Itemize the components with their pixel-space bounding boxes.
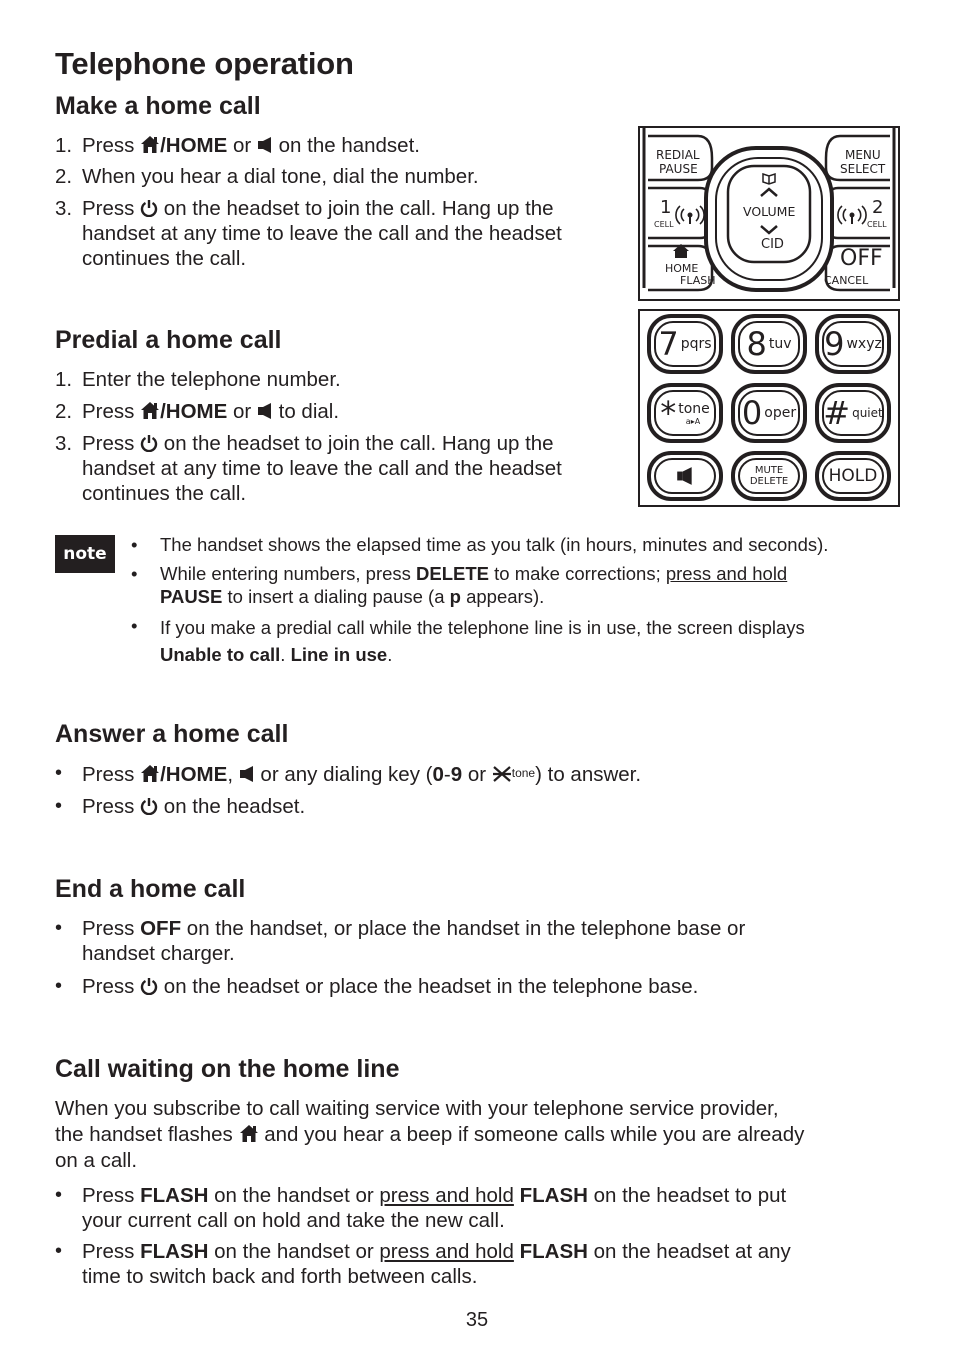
bullet: • (131, 534, 138, 555)
step-number: 1. (55, 368, 73, 391)
flash-label: FLASH (680, 274, 716, 287)
signal-icon (676, 206, 704, 224)
page-number: 35 (465, 1309, 489, 1331)
home-icon (140, 135, 160, 154)
end-item-1: Press OFF on the handset, or place the handset in the telephone base or handset charger. (82, 917, 746, 965)
waiting-item-2: Press FLASH on the handset or press and hold FLASH on the headset at any time to switch back and forth between calls. (82, 1240, 791, 1288)
predial-step-3: Press on the headset to join the call. Hang up the handset at any time to leave the call and the headset continues the call. (82, 432, 562, 505)
waiting-item-1: Press FLASH on the handset or press and hold FLASH on the headset to put your current call on hold and take the new call. (82, 1184, 787, 1232)
step-number: 1. (55, 134, 73, 157)
cell-label: CELL (654, 220, 674, 229)
bullet: • (55, 1240, 63, 1262)
power-icon (140, 434, 158, 452)
bullet: • (131, 615, 138, 636)
answer-item-1: Press /HOME, or any dialing key (0-9 or tone) to answer. (82, 763, 642, 786)
key-8: 8 tuv (731, 314, 807, 374)
cell-label: CELL (867, 220, 887, 229)
bullet: • (131, 563, 138, 584)
power-icon (140, 199, 158, 217)
key-pound-quiet: # quiet (815, 383, 891, 443)
make-step-3: Press on the headset to join the call. Hang up the handset at any time to leave the call and the headset continues the call. (82, 197, 562, 270)
heading-call-waiting: Call waiting on the home line (55, 1055, 400, 1083)
key-9: 9 wxyz (815, 314, 891, 374)
heading-predial-home-call: Predial a home call (55, 326, 282, 354)
power-icon (140, 797, 158, 815)
home-label: HOME (665, 262, 699, 275)
heading-answer-home-call: Answer a home call (55, 720, 289, 748)
home-icon (239, 1124, 259, 1143)
call-waiting-paragraph: When you subscribe to call waiting service with your telephone service provider, the handset flashes and you hear a beep if someone calls while you are already on a call. (55, 1097, 805, 1172)
signal-icon (838, 206, 866, 224)
speaker-icon (239, 765, 255, 783)
key-mute-delete: MUTE DELETE (731, 451, 807, 501)
note-item-2: While entering numbers, press DELETE to make corrections; press and hold PAUSE to insert a dialing pause (a p appears). (160, 563, 788, 607)
select-label: SELECT (840, 162, 886, 176)
home-icon (140, 764, 160, 783)
key-star-tone: * tone a▸A (647, 383, 723, 443)
note-badge: note (55, 535, 115, 573)
step-number: 3. (55, 197, 73, 220)
bullet: • (55, 1184, 63, 1206)
speaker-icon (257, 402, 273, 420)
key-0-oper: 0 oper (731, 383, 807, 443)
make-step-2: When you hear a dial tone, dial the number. (82, 165, 479, 188)
heading-make-home-call: Make a home call (55, 92, 261, 120)
key-2-label: 2 (872, 197, 884, 218)
redial-label: REDIAL (656, 148, 700, 162)
make-step-1: Press /HOME or on the handset. (82, 134, 420, 157)
step-number: 2. (55, 400, 73, 423)
bullet: • (55, 917, 63, 939)
menu-label: MENU (845, 148, 881, 162)
home-icon (140, 401, 160, 420)
predial-step-2: Press /HOME or to dial. (82, 400, 340, 423)
note-item-3: If you make a predial call while the telephone line is in use, the screen displays Unable to call. Line in use. (160, 617, 805, 665)
tone-star-icon (492, 765, 512, 783)
bullet: • (55, 795, 63, 817)
bullet: • (55, 762, 63, 784)
step-number: 2. (55, 165, 73, 188)
predial-step-1: Enter the telephone number. (82, 368, 341, 391)
key-hold: HOLD (815, 451, 891, 501)
off-label: OFF (840, 246, 883, 271)
step-number: 3. (55, 432, 73, 455)
power-icon (140, 977, 158, 995)
speaker-icon (257, 136, 273, 154)
speaker-icon (676, 466, 694, 486)
note-item-1: The handset shows the elapsed time as you talk (in hours, minutes and seconds). (160, 534, 829, 555)
key-1-label: 1 (660, 197, 672, 218)
cancel-label: CANCEL (824, 274, 869, 287)
end-item-2: Press on the headset or place the headset in the telephone base. (82, 975, 699, 998)
cid-label: CID (761, 237, 784, 252)
bullet: • (55, 975, 63, 997)
handset-keypad-illustration (638, 309, 900, 507)
key-7: 7 pqrs (647, 314, 723, 374)
page-title: Telephone operation (55, 46, 354, 81)
handset-navigation-illustration (638, 126, 900, 301)
volume-label: VOLUME (743, 204, 796, 219)
pause-label: PAUSE (659, 162, 698, 176)
answer-item-2: Press on the headset. (82, 795, 306, 818)
key-speaker (647, 451, 723, 501)
heading-end-home-call: End a home call (55, 875, 246, 903)
